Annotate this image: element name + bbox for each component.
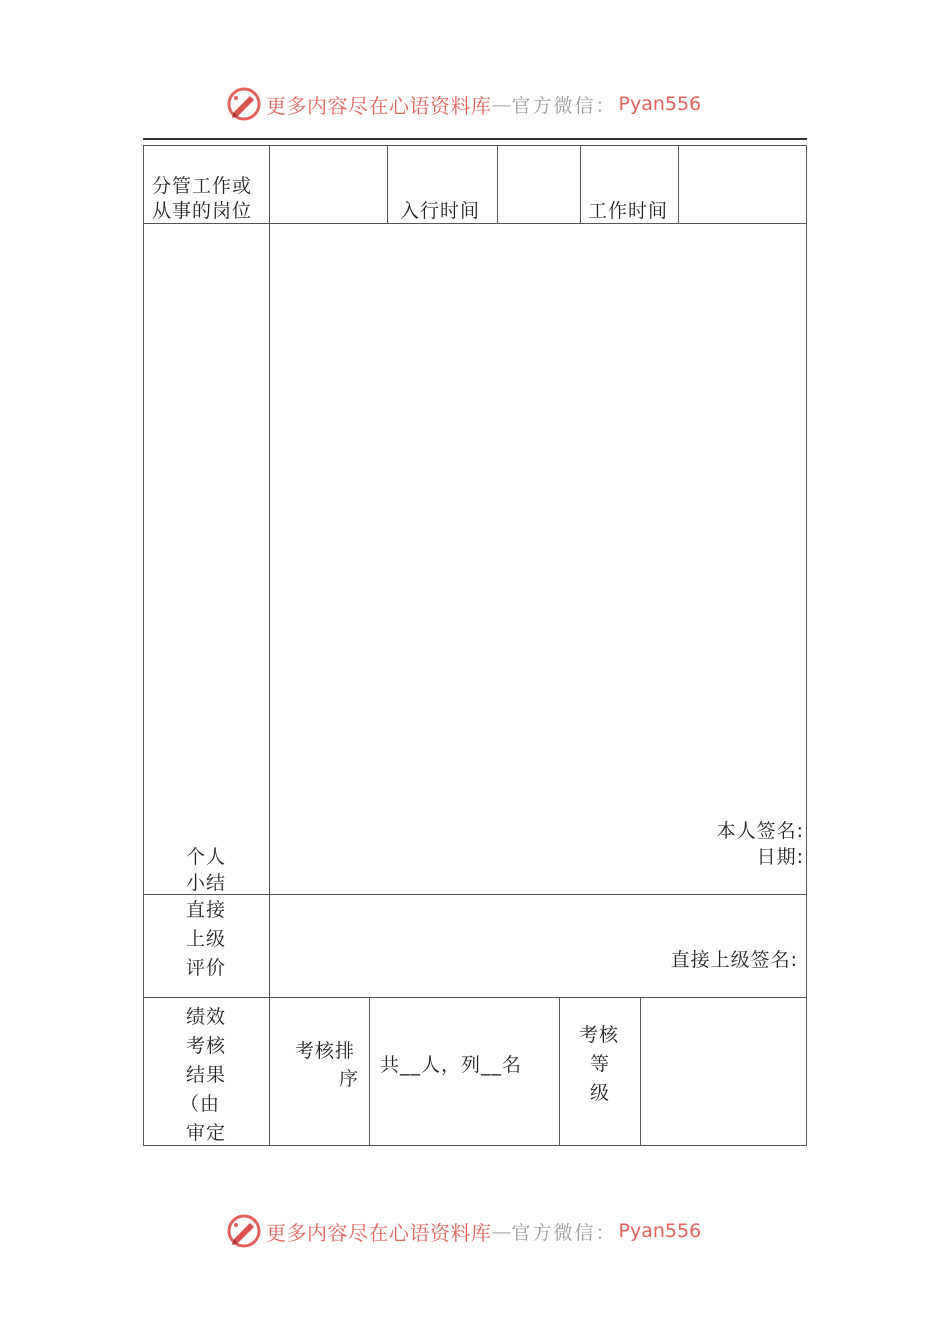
watermark-dash: — xyxy=(491,92,512,116)
result-label-line2: 考核 xyxy=(186,1035,227,1057)
header-rule xyxy=(143,138,807,140)
result-label-line1: 绩效 xyxy=(186,1006,227,1028)
supervisor-label-line3: 评价 xyxy=(186,957,227,979)
ranking-value: 共__人，列__名 xyxy=(380,1054,523,1076)
watermark-label: 官方微信： xyxy=(511,94,617,117)
summary-label-line2: 小结 xyxy=(186,872,227,894)
result-label-cell xyxy=(143,997,270,1146)
position-value-cell[interactable] xyxy=(269,145,388,224)
result-label-line4: （由 xyxy=(180,1093,221,1115)
summary-label-line1: 个人 xyxy=(186,846,227,868)
watermark-brand-text: 更多内容尽在心语资料库 xyxy=(266,1220,492,1245)
work-time-value-cell[interactable] xyxy=(678,145,807,224)
watermark-brand-text: 更多内容尽在心语资料库 xyxy=(266,93,492,118)
watermark-wechat-id: Pyan556 xyxy=(618,1220,702,1242)
watermark-label: 官方微信： xyxy=(511,1221,617,1244)
watermark-dash: — xyxy=(491,1219,512,1243)
pen-nib-logo-icon xyxy=(226,86,262,122)
ranking-label-cell xyxy=(269,997,370,1146)
summary-label-cell xyxy=(143,223,270,895)
grade-label-cell xyxy=(559,997,641,1146)
summary-content-cell[interactable] xyxy=(269,223,807,895)
grade-label-line2: 等 xyxy=(590,1053,611,1075)
position-label-cell xyxy=(143,145,270,224)
grade-value-cell[interactable] xyxy=(640,997,807,1146)
grade-label-line1: 考核 xyxy=(579,1024,620,1046)
join-time-label-cell xyxy=(387,145,498,224)
ranking-label-line2: 序 xyxy=(339,1068,360,1090)
supervisor-content-cell[interactable] xyxy=(269,894,807,998)
work-time-label: 工作时间 xyxy=(588,200,669,222)
watermark-wechat-id: Pyan556 xyxy=(618,93,702,115)
supervisor-label-cell xyxy=(143,894,270,998)
pen-nib-logo-icon xyxy=(226,1213,262,1249)
grade-label-line3: 级 xyxy=(590,1082,611,1104)
result-label-line5: 审定 xyxy=(186,1122,227,1144)
ranking-label-line1: 考核排 xyxy=(295,1040,356,1062)
self-signature-label: 本人签名: xyxy=(716,820,804,842)
supervisor-label-line1: 直接 xyxy=(186,899,227,921)
ranking-value-cell[interactable] xyxy=(369,997,560,1146)
footer-watermark xyxy=(226,1211,726,1251)
result-label-line3: 结果 xyxy=(186,1064,227,1086)
supervisor-label-line2: 上级 xyxy=(186,928,227,950)
work-time-label-cell xyxy=(580,145,679,224)
date-label: 日期: xyxy=(756,846,804,868)
position-label-line2: 从事的岗位 xyxy=(152,200,253,222)
join-time-label: 入行时间 xyxy=(400,200,481,222)
header-watermark xyxy=(226,84,726,124)
position-label-line1: 分管工作或 xyxy=(152,175,253,197)
join-time-value-cell[interactable] xyxy=(497,145,581,224)
supervisor-signature-label: 直接上级签名: xyxy=(670,949,798,971)
